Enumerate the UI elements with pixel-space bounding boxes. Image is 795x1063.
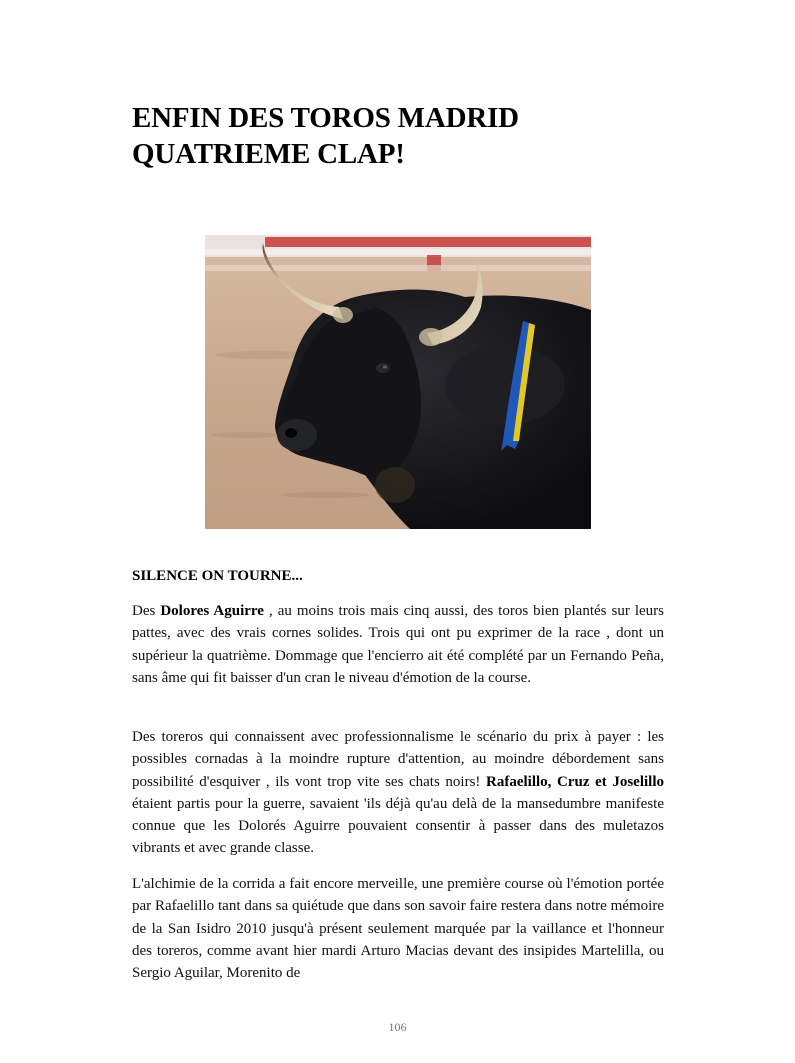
paragraph-1-run-3: , au moins trois mais cinq aussi, des toros bien plantés sur leurs pattes, avec des vrais cornes solides. Trois qui ont pu exprimer de la race , dont un supérieur la quatrième. Dommage que l'encierro ait été complété par un Fernando Peña, sans âme qui fit baisser d'un cran le niveau d'émotion de la course. xyxy=(132,603,664,686)
paragraph-2-bold-names: Rafaelillo, Cruz et Joselillo xyxy=(486,773,664,790)
paragraph-3 xyxy=(132,873,664,984)
paragraph-1-run-1: Des xyxy=(132,603,161,619)
paragraph-2-run-1: Des toreros qui connaissent avec professionnalisme le scénario du prix à payer : les possibles cornadas à la moindre rupture d'attention, au moindre débordement sans possibilité d'esquiver , ils vont trop vite ses chats noirs! xyxy=(132,729,664,790)
paragraph-3-run-1: L'alchimie de la corrida a fait encore merveille, une première course où l'émotion portée par Rafaelillo tant dans sa quiétude que dans son savoir faire restera dans notre mémoire de la San Isidro 2010 jusqu'à présent seulement marquée par la vaillance et l'honneur des toreros, comme avant hier mardi Arturo Macias devant des insipides Martelilla, ou Sergio Aguilar, Morenito de xyxy=(132,876,664,982)
title-line-2: QUATRIEME CLAP! xyxy=(132,138,405,170)
paragraph-2-run-3: étaient partis pour la guerre, savaient 'ils déjà qu'au delà de la mansedumbre manifeste connue que les Dolorés Aguirre pouvaient consentir à passer dans des muletazos vibrants et avec grande classe. xyxy=(132,795,664,857)
page-number: 106 xyxy=(388,1020,407,1034)
section-heading: SILENCE ON TOURNE... xyxy=(132,568,303,584)
paragraph-1-bold-name: Dolores Aguirre xyxy=(160,603,264,619)
bull-photo xyxy=(205,235,591,529)
page-title xyxy=(132,100,672,172)
paragraph-1 xyxy=(132,600,664,689)
paragraph-2 xyxy=(132,726,664,860)
title-line-1: ENFIN DES TOROS MADRID xyxy=(132,102,519,134)
